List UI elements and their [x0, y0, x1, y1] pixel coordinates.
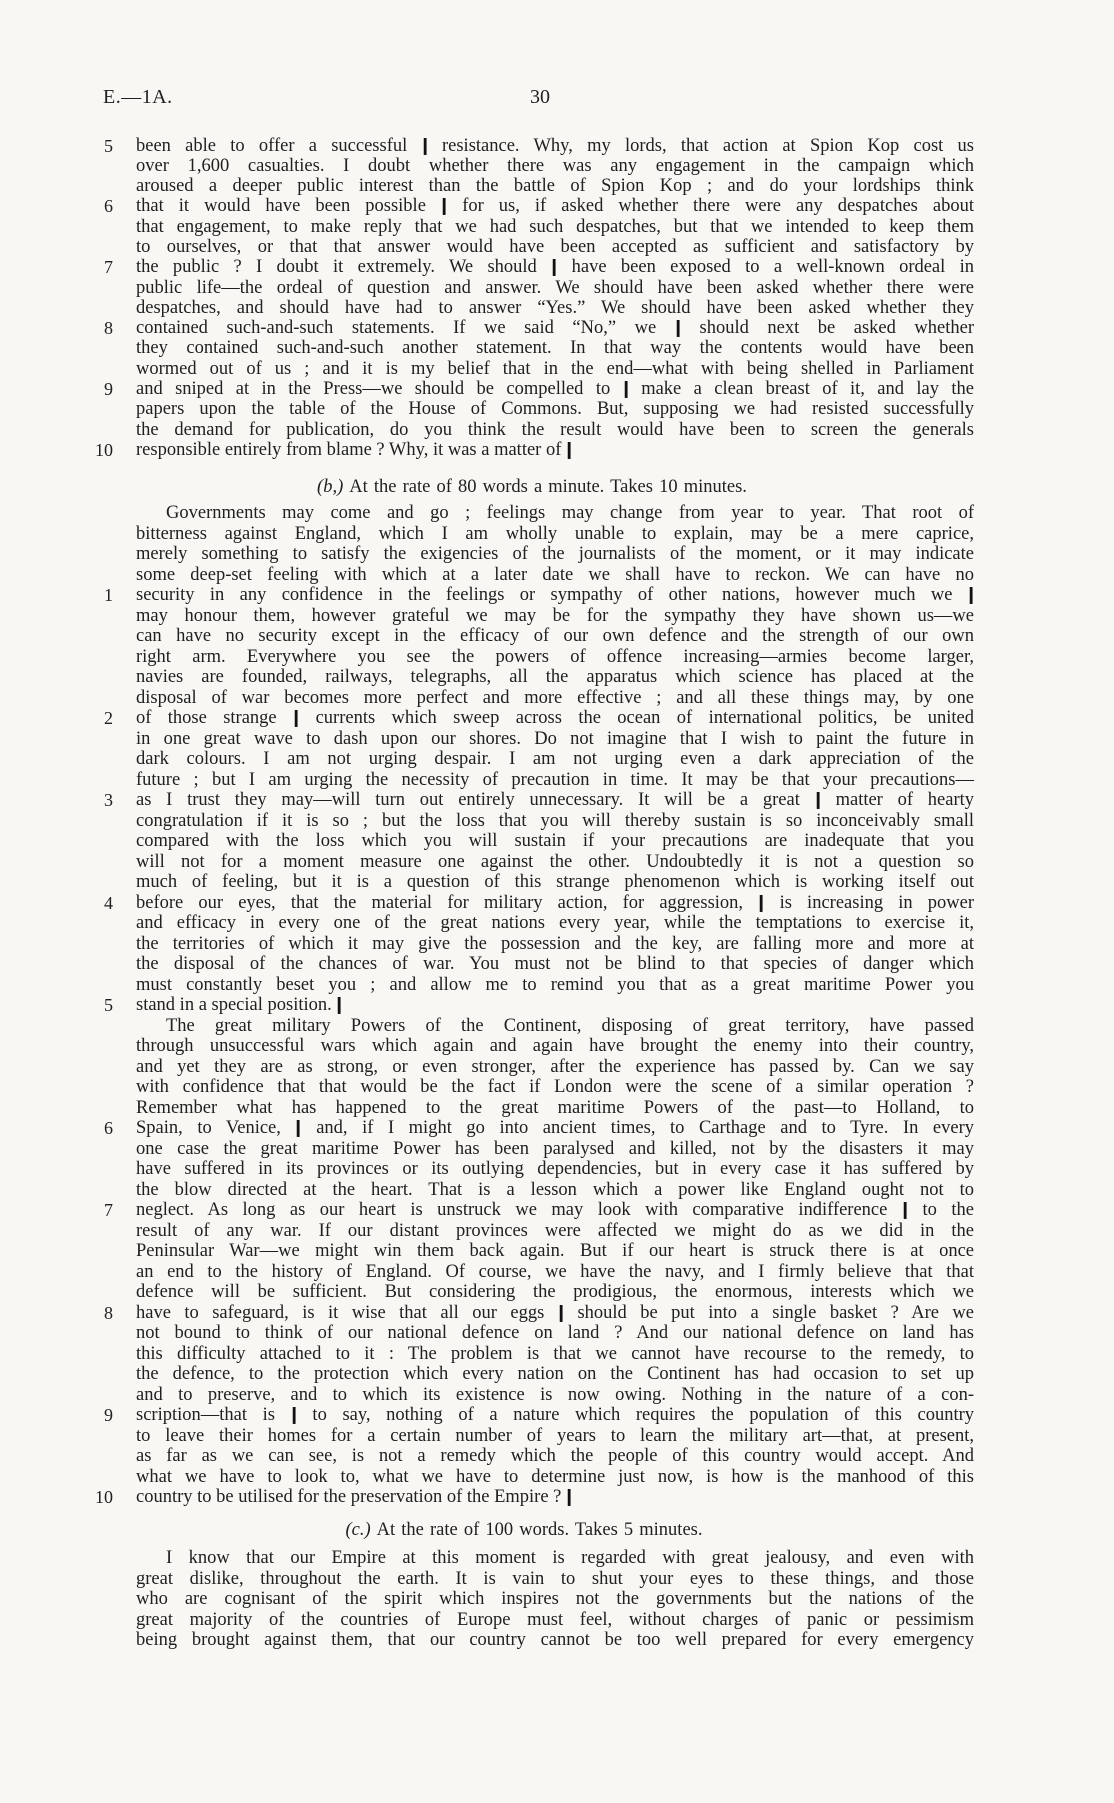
line-text: they contained such-and-such another statement. In that way the contents would have been [136, 338, 974, 359]
section-c-text [0, 1548, 1114, 1651]
line-number: 7 [104, 1200, 113, 1220]
line-text: wormed out of us ; and it is my belief that in the end—what with being shelled in Parliament [136, 358, 974, 379]
pause-mark: | [673, 318, 683, 339]
line-text: through unsuccessful wars which again and again have brought the enemy into their country, [136, 1036, 974, 1056]
pause-mark: | [291, 708, 301, 728]
line-text: disposal of war becomes more perfect and more effective ; and all these things may, by one [136, 687, 974, 708]
line-text: not bound to think of our national defence on land ? And our national defence on land has [136, 1323, 974, 1343]
line-text: the defence, to the protection which every nation on the Continent has had occasion to set up [136, 1364, 974, 1384]
line-text: scription—that is | to say, nothing of a nature which requires the population of this country [136, 1405, 974, 1425]
text-line [0, 217, 1114, 237]
line-text: bitterness against England, which I am wholly unable to explain, may be a mere caprice, [136, 523, 974, 544]
text-line [0, 1180, 1114, 1201]
line-text: dark colours. I am not urging despair. I am not urging even a dark appreciation of the [136, 749, 974, 769]
text-line [0, 524, 1114, 545]
line-text: Spain, to Venice, | and, if I might go into ancient times, to Carthage and to Tyre. In every [136, 1118, 974, 1138]
line-number: 10 [95, 439, 113, 460]
text-line [0, 790, 1114, 811]
text-line [0, 359, 1114, 379]
text-line [0, 196, 1114, 216]
pause-mark: | [556, 1302, 566, 1323]
pause-mark: | [289, 1405, 299, 1425]
text-line [0, 1426, 1114, 1447]
text-line [0, 1344, 1114, 1365]
section-b-heading [0, 476, 1064, 498]
heading-label: (c.) [345, 1520, 371, 1540]
line-text: merely something to satisfy the exigencies of the journalists of the moment, or it may indicate [136, 544, 974, 564]
line-text: security in any confidence in the feelings or sympathy of other nations, however much we | [136, 585, 976, 605]
line-text: great dislike, throughout the earth. It is vain to shut your eyes to these things, and those [136, 1568, 974, 1589]
line-number: 5 [104, 135, 113, 156]
line-text: result of any war. If our distant provinces were affected we might do as we did in the [136, 1220, 974, 1241]
line-number: 5 [104, 995, 113, 1015]
line-text: before our eyes, that the material for military action, for aggression, | is increasing in power [136, 892, 974, 913]
pause-mark: | [621, 379, 631, 400]
line-text: great majority of the countries of Europe must feel, without charges of panic or pessimism [136, 1609, 974, 1630]
text-line [0, 770, 1114, 791]
section-a-text [0, 136, 1114, 461]
pause-mark: | [549, 257, 559, 278]
text-line [0, 606, 1114, 627]
line-number: 1 [104, 585, 113, 605]
line-text: in one great wave to dash upon our shores. Do not imagine that I wish to paint the future in [136, 728, 974, 749]
text-line [0, 1323, 1114, 1344]
line-text: this difficulty attached to it : The problem is that we cannot have recourse to the remedy, to [136, 1343, 974, 1364]
line-text: The great military Powers of the Continent, disposing of great territory, have passed [166, 1015, 974, 1036]
line-text: public life—the ordeal of question and answer. We should have been asked whether there were [136, 277, 974, 298]
text-line [0, 440, 1114, 460]
pause-mark: | [900, 1200, 910, 1220]
text-line [0, 1098, 1114, 1119]
line-number: 7 [104, 257, 113, 278]
line-text: the disposal of the chances of war. You must not be blind to that species of danger which [136, 954, 974, 974]
line-text: despatches, and should have had to answer “Yes.” We should have been asked whether they [136, 297, 974, 318]
pause-mark: | [564, 439, 574, 460]
line-text: defence will be sufficient. But considering the prodigious, the enormous, interests which we [136, 1282, 974, 1302]
line-text: can have no security except in the efficacy of our own defence and the strength of our own [136, 626, 974, 646]
line-text: compared with the loss which you will sustain if your precautions are inadequate that you [136, 831, 974, 851]
line-text: to ourselves, or that that answer would have been accepted as sufficient and satisfactory by [136, 236, 974, 257]
line-text: have to safeguard, is it wise that all our eggs | should be put into a single basket ? Are we [136, 1302, 974, 1323]
pause-mark: | [419, 135, 430, 156]
text-line [0, 1118, 1114, 1139]
line-text: stand in a special position. | [136, 995, 345, 1015]
line-text: that engagement, to make reply that we had such despatches, but that we intended to keep them [136, 216, 974, 237]
text-line [0, 852, 1114, 873]
line-text: right arm. Everywhere you see the powers of offence increasing—armies become larger, [136, 646, 974, 667]
line-text: what we have to look to, what we have to determine just now, is how is the manhood of this [136, 1466, 974, 1487]
line-text: over 1,600 casualties. I doubt whether there was any engagement in the campaign which [136, 155, 974, 176]
line-text: to leave their homes for a certain number of years to learn the military art—that, at present, [136, 1425, 974, 1446]
text-line [0, 318, 1114, 338]
text-line [0, 1036, 1114, 1057]
line-text: being brought against them, that our country cannot be too well prepared for every emergency [136, 1630, 974, 1651]
text-line [0, 1364, 1114, 1385]
heading-text: At the rate of 80 words a minute. Takes 10 minutes. [349, 477, 747, 497]
line-number: 8 [104, 318, 113, 339]
line-number: 9 [104, 379, 113, 400]
text-line [0, 257, 1114, 277]
text-line [0, 544, 1114, 565]
text-line [0, 1221, 1114, 1242]
text-line [0, 913, 1114, 934]
line-text: I know that our Empire at this moment is regarded with great jealousy, and even with [166, 1548, 974, 1568]
line-text: one case the great maritime Power has been paralysed and killed, not by the disasters it may [136, 1138, 974, 1159]
line-number: 10 [95, 1487, 113, 1507]
line-text: neglect. As long as our heart is unstruck we may look with comparative indifference | to the [136, 1200, 974, 1220]
line-text: that it would have been possible | for us, if asked whether there were any despatches about [136, 196, 974, 217]
text-line [0, 667, 1114, 688]
line-text: congratulation if it is so ; but the loss that you will thereby sustain is so inconceivably small [136, 810, 974, 831]
text-line [0, 995, 1114, 1016]
text-line [0, 1241, 1114, 1262]
text-line [0, 420, 1114, 440]
heading-label: (b,) [317, 477, 344, 497]
heading-text: At the rate of 100 words. Takes 5 minutes. [376, 1520, 703, 1540]
text-line [0, 565, 1114, 586]
text-line [0, 729, 1114, 750]
line-text: will not for a moment measure one against the other. Undoubtedly it is not a question so [136, 851, 974, 872]
line-number: 8 [104, 1302, 113, 1323]
text-line [0, 399, 1114, 419]
line-text: been able to offer a successful | resistance. Why, my lords, that action at Spion Kop cost us [136, 135, 974, 156]
text-line [0, 831, 1114, 852]
line-text: the public ? I doubt it extremely. We should | have been exposed to a well-known ordeal in [136, 257, 974, 278]
text-line [0, 1487, 1114, 1508]
text-line [0, 338, 1114, 358]
text-line [0, 1569, 1114, 1590]
line-number: 2 [104, 708, 113, 728]
line-text: much of feeling, but it is a question of this strange phenomenon which is working itself out [136, 872, 974, 892]
text-line [0, 1303, 1114, 1324]
section-c-heading [0, 1519, 1048, 1541]
pause-mark: | [564, 1487, 574, 1507]
text-line [0, 585, 1114, 606]
line-text: contained such-and-such statements. If we said “No,” we | should next be asked whether [136, 318, 975, 339]
line-text: who are cognisant of the spirit which inspires not the governments but the nations of the [136, 1589, 974, 1610]
text-line [0, 156, 1114, 176]
text-line [0, 379, 1114, 399]
page-number: 30 [530, 86, 550, 108]
text-line [0, 503, 1114, 524]
pause-mark: | [813, 790, 823, 810]
text-line [0, 1405, 1114, 1426]
text-line [0, 872, 1114, 893]
text-line [0, 1159, 1114, 1180]
text-line [0, 1057, 1114, 1078]
line-text: Peninsular War—we might win them back again. But if our heart is struck there is at once [136, 1241, 974, 1261]
line-text: and sniped at in the Press—we should be compelled to | make a clean breast of it, and lay the [136, 379, 974, 400]
line-text: future ; but I am urging the necessity of precaution in time. It may be that your precautions— [136, 769, 974, 790]
text-line [0, 647, 1114, 668]
pause-mark: | [334, 995, 345, 1015]
line-text: and efficacy in every one of the great nations every year, while the temptations to exercise it, [136, 913, 974, 933]
text-line [0, 893, 1114, 914]
line-number: 6 [104, 196, 113, 217]
pause-mark: | [293, 1118, 304, 1138]
text-line [0, 176, 1114, 196]
text-line [0, 1446, 1114, 1467]
line-text: may honour them, however grateful we may be for the sympathy they have shown us—we [136, 605, 974, 626]
line-text: responsible entirely from blame ? Why, it was a matter of | [136, 439, 574, 460]
text-line [0, 1282, 1114, 1303]
text-line [0, 1016, 1114, 1037]
line-text: aroused a deeper public interest than the battle of Spion Kop ; and do your lordships think [136, 176, 974, 197]
text-line [0, 811, 1114, 832]
text-line [0, 975, 1114, 996]
text-line [0, 954, 1114, 975]
line-text: have suffered in its provinces or its outlying dependencies, but in every case it has suffered by [136, 1159, 974, 1179]
line-text: country to be utilised for the preservation of the Empire ? | [136, 1487, 574, 1507]
line-text: an end to the history of England. Of course, we have the navy, and I firmly believe that that [136, 1261, 974, 1282]
line-text: navies are founded, railways, telegraphs, all the apparatus which science has placed at the [136, 667, 974, 687]
line-text: and yet they are as strong, or even stronger, after the experience has passed by. Can we say [136, 1056, 974, 1077]
line-text: must constantly beset you ; and allow me to remind you that as a great maritime Power you [136, 974, 974, 995]
line-text: and to preserve, and to which its existence is now owing. Nothing in the nature of a con- [136, 1384, 974, 1405]
line-text: some deep-set feeling with which at a later date we shall have to reckon. We can have no [136, 564, 974, 585]
text-line [0, 1548, 1114, 1569]
text-line [0, 934, 1114, 955]
text-line [0, 749, 1114, 770]
text-line [0, 1139, 1114, 1160]
line-text: Governments may come and go ; feelings may change from year to year. That root of [166, 503, 974, 523]
document-reference: E.—1A. [103, 86, 173, 108]
text-line [0, 136, 1114, 156]
text-line [0, 708, 1114, 729]
text-line [0, 1077, 1114, 1098]
text-line [0, 626, 1114, 647]
section-b-text [0, 503, 1114, 1508]
text-line [0, 1262, 1114, 1283]
pause-mark: | [439, 196, 449, 217]
line-text: of those strange | currents which sweep across the ocean of international politics, be united [136, 708, 974, 728]
line-number: 3 [104, 790, 113, 810]
line-text: as far as we can see, is not a remedy which the people of this country would accept. And [136, 1446, 974, 1466]
text-line [0, 298, 1114, 318]
text-line [0, 1630, 1114, 1651]
text-line [0, 237, 1114, 257]
line-text: the territories of which it may give the possession and the key, are falling more and more at [136, 933, 974, 954]
line-text: as I trust they may—will turn out entirely unnecessary. It will be a great | matter of hearty [136, 790, 974, 810]
text-line [0, 1467, 1114, 1488]
line-number: 6 [104, 1118, 113, 1138]
text-line [0, 1589, 1114, 1610]
line-text: the demand for publication, do you think the result would have been to screen the generals [136, 419, 974, 440]
line-number: 4 [104, 892, 113, 913]
line-number: 9 [104, 1405, 113, 1425]
line-text: the blow directed at the heart. That is a lesson which a power like England ought not to [136, 1179, 974, 1200]
text-line [0, 1200, 1114, 1221]
line-text: papers upon the table of the House of Commons. But, supposing we had resisted successfully [136, 399, 974, 420]
pause-mark: | [966, 585, 976, 605]
pause-mark: | [756, 892, 766, 913]
line-text: with confidence that that would be the fact if London were the scene of a similar operation ? [136, 1077, 974, 1097]
line-text: Remember what has happened to the great maritime Powers of the past—to Holland, to [136, 1097, 974, 1118]
text-line [0, 278, 1114, 298]
text-line [0, 1610, 1114, 1631]
text-line [0, 1385, 1114, 1406]
text-line [0, 688, 1114, 709]
